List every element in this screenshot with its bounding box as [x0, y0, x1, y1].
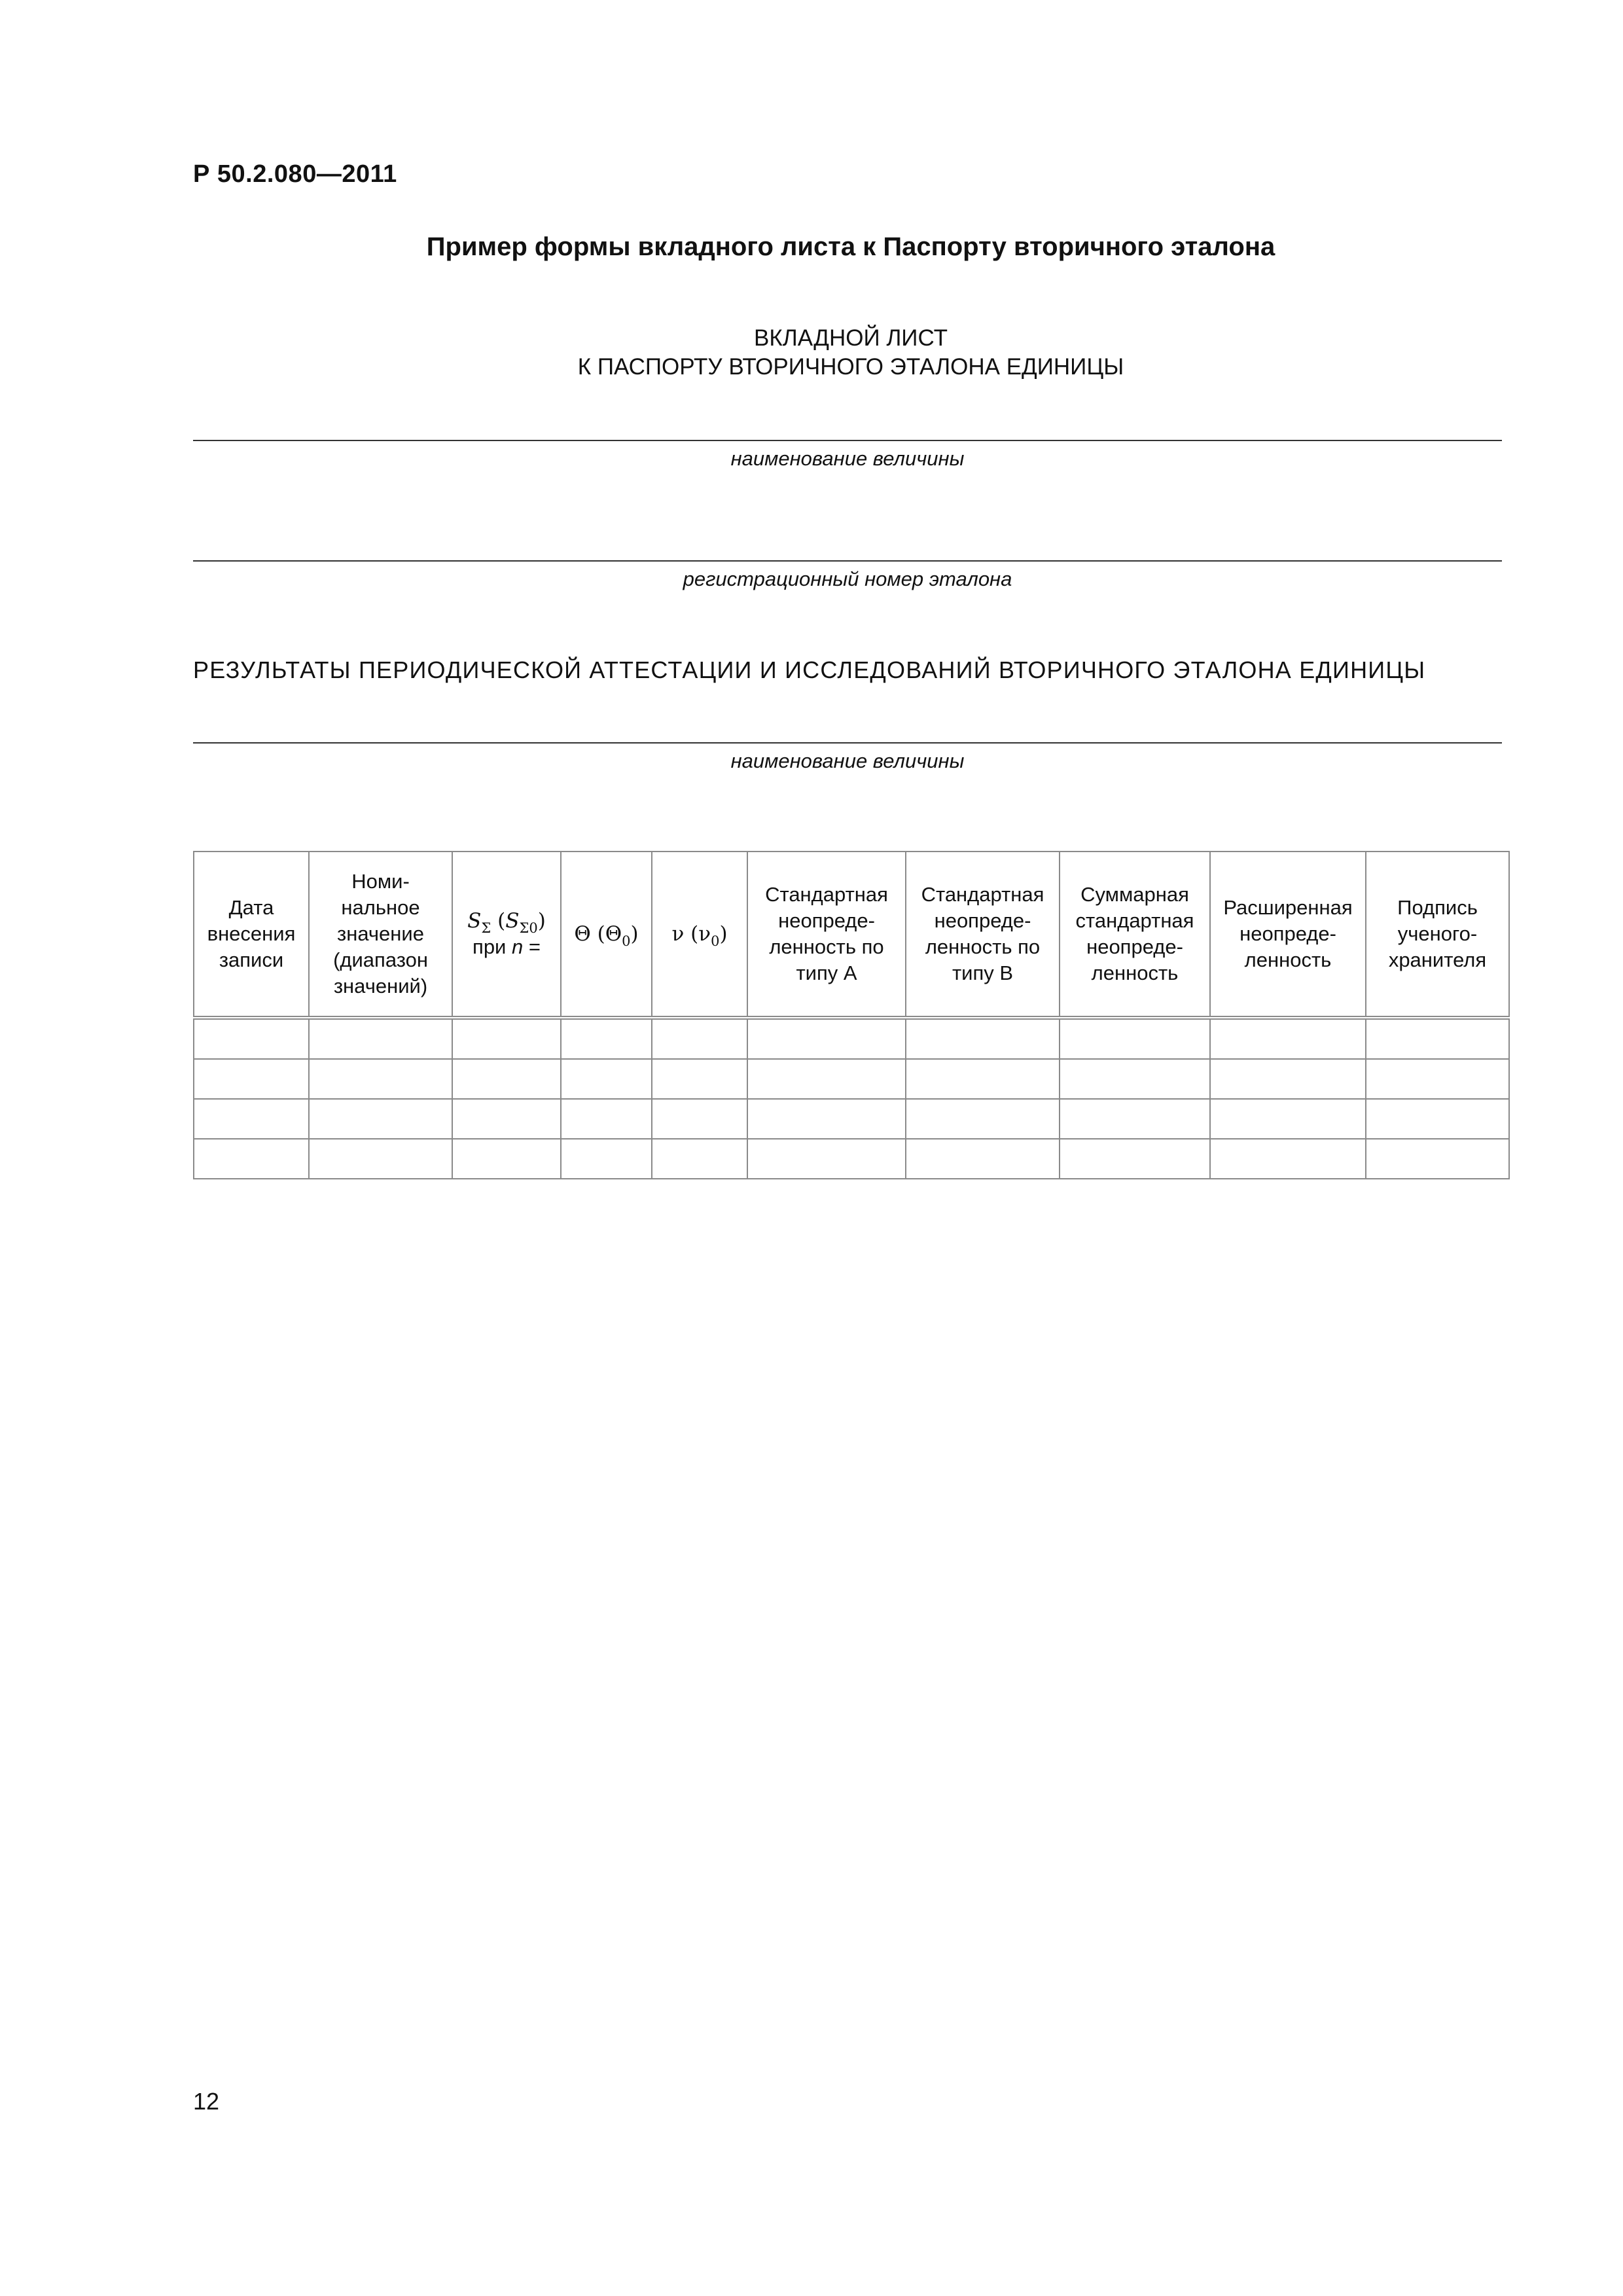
table-cell[interactable]	[906, 1139, 1060, 1179]
quantity-name-line-1	[193, 440, 1502, 441]
header-combined-standard-uncertainty: Суммарная стандартная неопреде- ленность	[1060, 852, 1210, 1018]
s-sigma-formula: $S_\Sigma$ $(S_{\Sigma 0})$	[467, 909, 546, 936]
table-cell[interactable]	[452, 1139, 561, 1179]
results-heading: РЕЗУЛЬТАТЫ ПЕРИОДИЧЕСКОЙ АТТЕСТАЦИИ И ИССЛЕДОВАНИЙ ВТОРИЧНОГО ЭТАЛОНА ЕДИНИЦЫ	[193, 656, 1426, 683]
header-custodian-signature: Подпись ученого- хранителя	[1366, 852, 1509, 1018]
header-theta	[561, 852, 652, 1018]
header-date: Дата внесения записи	[194, 852, 309, 1018]
header-nominal-value: Номи- нальное значение (диапазон значений)	[309, 852, 452, 1018]
table-cell[interactable]	[747, 1059, 906, 1099]
insert-sheet-title-line-2: К ПАСПОРТУ ВТОРИЧНОГО ЭТАЛОНА ЕДИНИЦЫ	[577, 354, 1124, 380]
table-row	[194, 1059, 1509, 1099]
table-cell[interactable]	[906, 1059, 1060, 1099]
table-cell[interactable]	[1366, 1018, 1509, 1059]
table-cell[interactable]	[652, 1018, 747, 1059]
header-standard-uncertainty-type-a: Стандартная неопреде- ленность по типу А	[747, 852, 906, 1018]
table-row	[194, 1139, 1509, 1179]
page-number: 12	[193, 2088, 220, 2115]
header-nu	[652, 852, 747, 1018]
quantity-name-caption-2: наименование величины	[730, 749, 965, 772]
header-standard-uncertainty-type-b: Стандартная неопреде- ленность по типу В	[906, 852, 1060, 1018]
table-cell[interactable]	[1210, 1099, 1366, 1139]
table-cell[interactable]	[194, 1059, 309, 1099]
table-cell[interactable]	[1210, 1059, 1366, 1099]
table-cell[interactable]	[194, 1018, 309, 1059]
table-cell[interactable]	[1366, 1139, 1509, 1179]
table-cell[interactable]	[561, 1139, 652, 1179]
table-cell[interactable]	[561, 1018, 652, 1059]
table-cell[interactable]	[906, 1018, 1060, 1059]
table-cell[interactable]	[309, 1059, 452, 1099]
table-cell[interactable]	[1366, 1099, 1509, 1139]
header-s-sigma	[452, 852, 561, 1018]
table-cell[interactable]	[1210, 1018, 1366, 1059]
quantity-name-line-2	[193, 742, 1502, 744]
table-cell[interactable]	[1060, 1099, 1210, 1139]
s-sigma-condition: при n =	[473, 935, 541, 958]
table-cell[interactable]	[1060, 1059, 1210, 1099]
theta-symbol: Θ $(\Theta_0)$	[574, 922, 639, 949]
table-cell[interactable]	[652, 1139, 747, 1179]
registration-number-caption: регистрационный номер эталона	[683, 567, 1012, 590]
table-cell[interactable]	[652, 1059, 747, 1099]
table-cell[interactable]	[452, 1099, 561, 1139]
table-cell[interactable]	[906, 1099, 1060, 1139]
table-cell[interactable]	[309, 1099, 452, 1139]
table-cell[interactable]	[194, 1099, 309, 1139]
table-cell[interactable]	[747, 1139, 906, 1179]
results-table	[193, 851, 1510, 1179]
table-row	[194, 1099, 1509, 1139]
table-row	[194, 1018, 1509, 1059]
registration-number-line	[193, 560, 1502, 562]
table-cell[interactable]	[1060, 1139, 1210, 1179]
table-cell[interactable]	[309, 1139, 452, 1179]
table-cell[interactable]	[1366, 1059, 1509, 1099]
table-cell[interactable]	[561, 1059, 652, 1099]
table-cell[interactable]	[747, 1018, 906, 1059]
table-cell[interactable]	[747, 1099, 906, 1139]
table-cell[interactable]	[1210, 1139, 1366, 1179]
insert-sheet-title	[0, 324, 1623, 382]
table-cell[interactable]	[194, 1139, 309, 1179]
document-code: Р 50.2.080—2011	[193, 160, 397, 188]
insert-sheet-title-line-1: ВКЛАДНОЙ ЛИСТ	[754, 325, 948, 351]
quantity-name-caption-1: наименование величины	[730, 447, 965, 470]
nu-symbol: ν $(\nu_0)$	[671, 922, 728, 949]
header-expanded-uncertainty: Расширенная неопреде- ленность	[1210, 852, 1366, 1018]
table-cell[interactable]	[452, 1059, 561, 1099]
table-cell[interactable]	[652, 1099, 747, 1139]
form-title: Пример формы вкладного листа к Паспорту вторичного эталона	[426, 232, 1275, 261]
table-header-row	[194, 852, 1509, 1018]
table-cell[interactable]	[561, 1099, 652, 1139]
table-cell[interactable]	[309, 1018, 452, 1059]
table-cell[interactable]	[1060, 1018, 1210, 1059]
table-cell[interactable]	[452, 1018, 561, 1059]
